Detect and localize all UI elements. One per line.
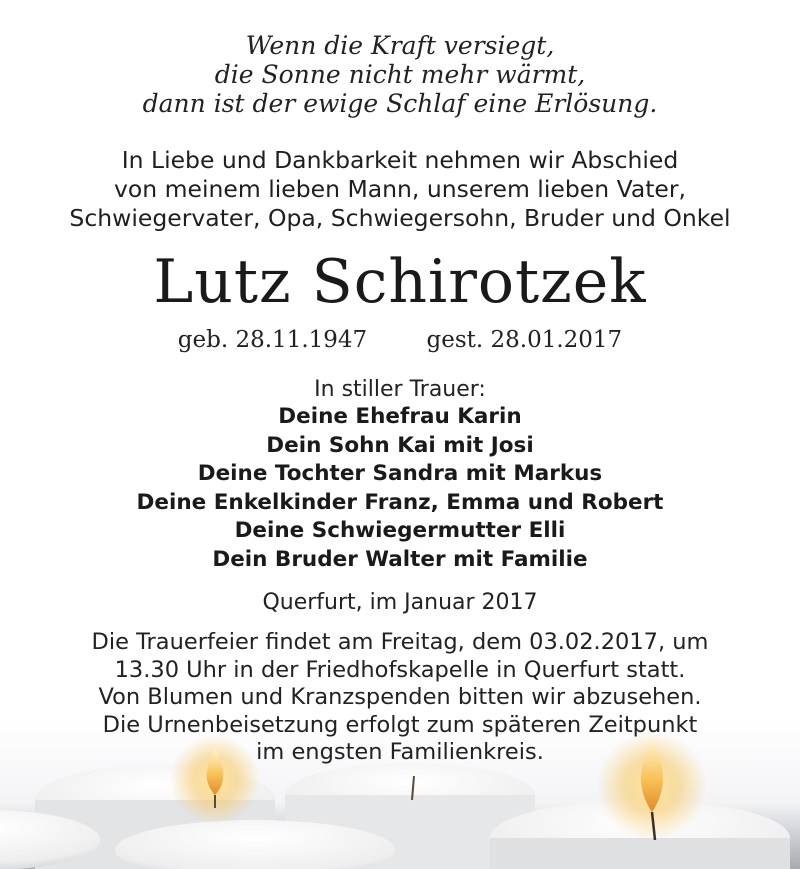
info-line: 13.30 Uhr in der Friedhofskapelle in Querfurt statt. [114,656,686,683]
poem [0,31,800,118]
info-line: Die Urnenbeisetzung erfolgt zum späteren Zeitpunkt [102,711,698,738]
info-line: im engsten Familienkreis. [256,739,544,765]
mourners-list [0,403,800,574]
poem-line: dann ist der ewige Schlaf eine Erlösung. [142,89,658,118]
poem-line: die Sonne nicht mehr wärmt, [214,60,586,89]
place-date: Querfurt, im Januar 2017 [262,590,538,615]
death-date: gest. 28.01.2017 [426,327,623,353]
intro-line: von meinem lieben Mann, unserem lieben Vater, [113,175,687,203]
mourner: Dein Sohn Kai mit Josi [266,432,534,458]
deceased-name: Lutz Schirotzek [153,247,647,317]
info-line: Die Trauerfeier findet am Freitag, dem 03.02.2017, um [91,629,709,655]
info-line: Von Blumen und Kranzspenden bitten wir abzusehen. [98,684,702,710]
intro-line: Schwiegervater, Opa, Schwiegersohn, Bruder und Onkel [69,204,731,232]
life-dates [0,326,800,354]
intro-text [0,146,800,233]
poem-line: Wenn die Kraft versiegt, [245,31,555,60]
mourner: Dein Bruder Walter mit Familie [212,546,588,572]
funeral-info [0,629,800,767]
mourner: Deine Schwiegermutter Elli [234,518,566,543]
mourner: Deine Ehefrau Karin [278,404,522,429]
intro-line: In Liebe und Dankbarkeit nehmen wir Abschied [121,146,679,174]
birth-date: geb. 28.11.1947 [177,327,368,353]
mourner: Deine Enkelkinder Franz, Emma und Robert [136,489,664,515]
mourner: Deine Tochter Sandra mit Markus [197,461,603,486]
mourning-label: In stiller Trauer: [314,377,486,402]
